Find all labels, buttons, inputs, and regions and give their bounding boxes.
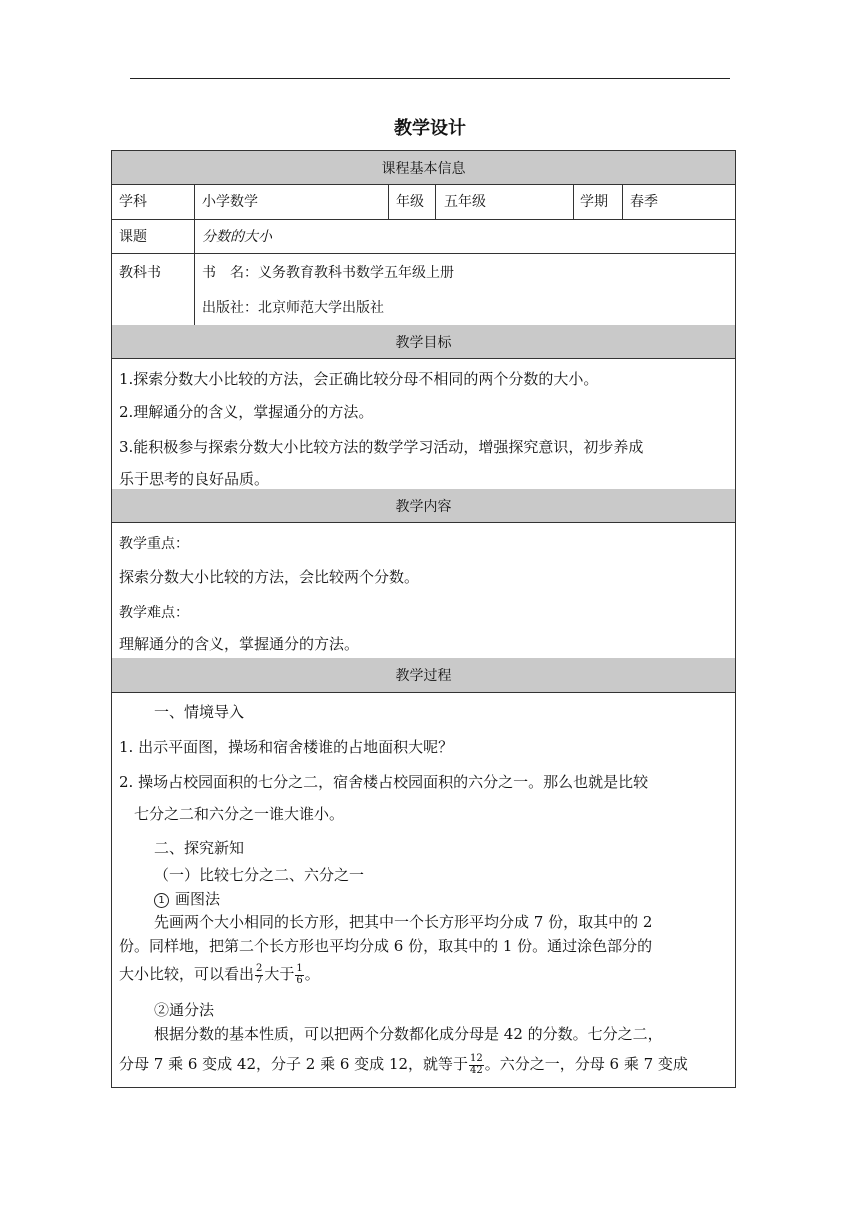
- fraction-numerator: 12: [470, 1053, 483, 1064]
- fraction-two-sevenths: [255, 964, 263, 986]
- key-point-label: 教学重点：: [119, 536, 189, 552]
- subject-label: 学科: [119, 194, 147, 210]
- fraction-denominator: 7: [256, 974, 263, 986]
- row-divider: [112, 253, 735, 254]
- textbook-publisher: 出版社：北京师范大学出版社: [202, 300, 384, 316]
- section-header-objectives: 教学目标: [112, 325, 735, 359]
- fraction-denominator: 42: [470, 1064, 483, 1076]
- grade-label: 年级: [396, 194, 424, 210]
- difficulty-text: 理解通分的含义，掌握通分的方法。: [119, 635, 360, 653]
- method-1-line3-text: 。: [304, 965, 320, 983]
- method-2-line2-text: 分母 7 乘 6 变成 42，分子 2 乘 6 变成 12，就等于: [119, 1055, 469, 1073]
- textbook-label: 教科书: [119, 265, 161, 281]
- column-divider: [573, 185, 574, 219]
- column-divider: [194, 185, 195, 325]
- method-1-title: [154, 888, 220, 909]
- method-2-line2-text: 。六分之一，分母 6 乘 7 变成: [484, 1055, 688, 1073]
- method-1-label: 画图法: [175, 890, 221, 908]
- section-header-content: 教学内容: [112, 489, 735, 523]
- fraction-one-sixth: [295, 964, 303, 986]
- method-1-line3: [119, 963, 320, 986]
- fraction-denominator: 6: [296, 974, 303, 986]
- circled-number: 1: [154, 893, 169, 908]
- header-rule: [130, 78, 730, 79]
- topic-value: 分数的大小: [202, 229, 272, 245]
- method-2-line1: 根据分数的基本性质，可以把两个分数都化成分母是 42 的分数。七分之二，: [154, 1025, 663, 1043]
- column-divider: [388, 185, 389, 219]
- fraction-numerator: 2: [256, 963, 263, 974]
- topic-label: 课题: [119, 229, 147, 245]
- process-point-2-line1: 2. 操场占校园面积的七分之二，宿舍楼占校园面积的六分之一。那么也就是比较: [119, 773, 649, 791]
- method-2-line2: [119, 1053, 688, 1076]
- process-section-1-title: 一、情境导入: [154, 703, 245, 721]
- row-divider: [112, 219, 735, 220]
- column-divider: [435, 185, 436, 219]
- objective-2: 2.理解通分的含义，掌握通分的方法。: [119, 403, 374, 421]
- objective-1: 1.探索分数大小比较的方法，会正确比较分母不相同的两个分数的大小。: [119, 370, 599, 388]
- method-2-title: ②通分法: [154, 1001, 215, 1019]
- term-value: 春季: [630, 194, 658, 210]
- document-title: 教学设计: [394, 118, 466, 139]
- section-header-basic-info: 课程基本信息: [112, 151, 735, 185]
- method-1-line2: 份。同样地，把第二个长方形也平均分成 6 份，取其中的 1 份。通过涂色部分的: [119, 937, 653, 955]
- objective-3-line1: 3.能积极参与探索分数大小比较方法的数学学习活动，增强探究意识，初步养成: [119, 438, 644, 456]
- objective-3-line2: 乐于思考的良好品质。: [119, 470, 270, 488]
- difficulty-label: 教学难点：: [119, 605, 189, 621]
- section-header-process: 教学过程: [112, 658, 735, 693]
- process-point-2-line2: 七分之二和六分之一谁大谁小。: [134, 805, 345, 823]
- key-point-text: 探索分数大小比较的方法，会比较两个分数。: [119, 568, 420, 586]
- process-point-1: 1. 出示平面图，操场和宿舍楼谁的占地面积大呢？: [119, 738, 454, 756]
- fraction-numerator: 1: [296, 963, 303, 974]
- textbook-name: 书 名：义务教育教科书数学五年级上册: [202, 265, 454, 281]
- column-divider: [622, 185, 623, 219]
- method-1-line3-text: 大小比较，可以看出: [119, 965, 255, 983]
- subject-value: 小学数学: [202, 194, 258, 210]
- fraction-twelve-fortysecondths: [469, 1054, 484, 1076]
- term-label: 学期: [580, 194, 608, 210]
- method-1-line1: 先画两个大小相同的长方形，把其中一个长方形平均分成 7 份，取其中的 2: [154, 913, 653, 931]
- grade-value: 五年级: [444, 194, 486, 210]
- process-subsection-1-title: （一）比较七分之二、六分之一: [154, 866, 365, 884]
- process-section-2-title: 二、探究新知: [154, 839, 245, 857]
- lesson-plan-table: [111, 150, 736, 1088]
- method-1-line3-text: 大于: [264, 965, 295, 983]
